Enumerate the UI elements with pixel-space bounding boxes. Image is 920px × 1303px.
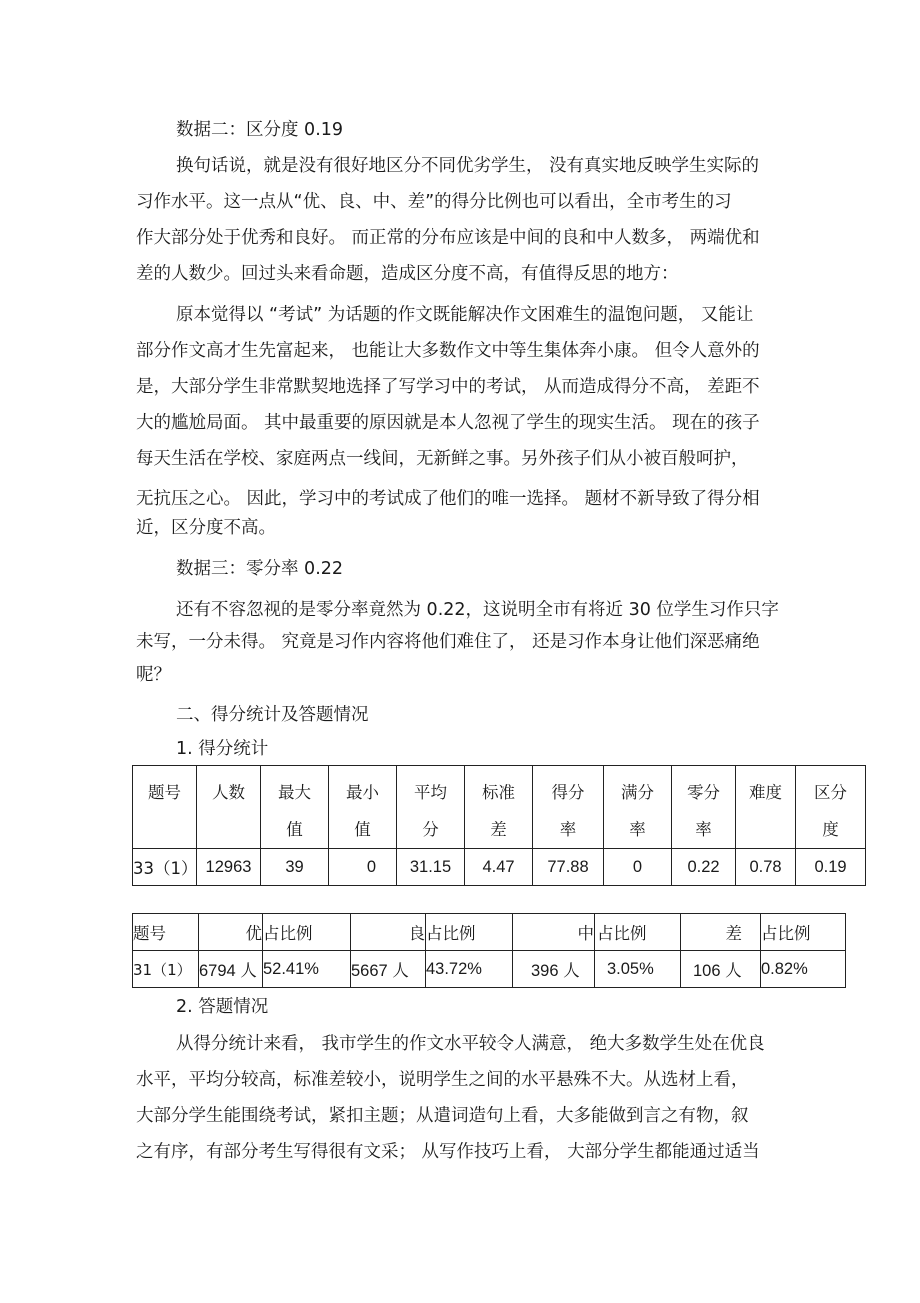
- header-cell: 标准 差: [465, 766, 533, 849]
- header-cell: 人数: [197, 766, 261, 849]
- table-cell: 0: [329, 849, 397, 886]
- header-cell: 占比例: [263, 914, 351, 951]
- header-cell: 优: [199, 914, 263, 951]
- para2-line: 大的尴尬局面。 其中最重要的原因就是本人忽视了学生的现实生活。 现在的孩子: [136, 413, 760, 433]
- score-stats-table: [132, 765, 866, 886]
- para4-line: 大部分学生能围绕考试，紧扣主题；从遣词造句上看，大多能做到言之有物，叙: [136, 1106, 749, 1126]
- para4-line: 之有序，有部分考生写得很有文采； 从写作技巧上看， 大部分学生都能通过适当: [136, 1142, 760, 1162]
- table-row: [133, 951, 846, 988]
- header-cell: 满分 率: [604, 766, 672, 849]
- para4-line: 从得分统计来看， 我市学生的作文水平较令人满意， 绝大多数学生处在优良: [176, 1034, 765, 1054]
- header-cell: 平均 分: [397, 766, 465, 849]
- table-cell: 4.47: [465, 849, 533, 886]
- header-cell: 良: [351, 914, 426, 951]
- header-cell: 差: [681, 914, 761, 951]
- table-cell: 396 人: [513, 951, 595, 988]
- header-cell: 占比例: [761, 914, 846, 951]
- table-cell: 31.15: [397, 849, 465, 886]
- score-stats-heading: 1. 得分统计: [176, 739, 269, 759]
- table-cell: 12963: [197, 849, 261, 886]
- header-cell: 最大 值: [261, 766, 329, 849]
- table-cell: 77.88: [533, 849, 604, 886]
- answers-heading: 2. 答题情况: [176, 997, 269, 1017]
- para3-line: 未写，一分未得。 究竟是习作内容将他们难住了， 还是习作本身让他们深恶痛绝: [136, 632, 760, 652]
- table-cell: 0.82%: [761, 951, 846, 988]
- para2-line: 原本觉得以 “考试” 为话题的作文既能解决作文困难生的温饱问题， 又能让: [176, 305, 754, 325]
- para1-line: 作大部分处于优秀和良好。 而正常的分布应该是中间的良和中人数多， 两端优和: [136, 228, 760, 248]
- table-row: [133, 849, 866, 886]
- para2-line: 无抗压之心。 因此，学习中的考试成了他们的唯一选择。 题材不新导致了得分相: [136, 489, 760, 509]
- header-cell: 难度: [736, 766, 796, 849]
- para2-line: 部分作文高才生先富起来， 也能让大多数作文中等生集体奔小康。 但令人意外的: [136, 341, 760, 361]
- para3-line: 呢？: [136, 665, 171, 685]
- header-cell: 占比例: [426, 914, 513, 951]
- table-cell: 0.19: [796, 849, 866, 886]
- table-cell: 33（1）: [133, 849, 197, 886]
- table-cell: 3.05%: [595, 951, 681, 988]
- header-cell: 得分 率: [533, 766, 604, 849]
- header-cell: 题号: [133, 766, 197, 849]
- header-cell: 占比例: [595, 914, 681, 951]
- table-cell: 52.41%: [263, 951, 351, 988]
- grade-table-header-row: [133, 914, 846, 951]
- table-cell: 43.72%: [426, 951, 513, 988]
- header-cell: 最小 值: [329, 766, 397, 849]
- table-cell: 106 人: [681, 951, 761, 988]
- header-cell: 中: [513, 914, 595, 951]
- table-cell: 31（1）: [133, 951, 199, 988]
- table-cell: 0: [604, 849, 672, 886]
- para1-line: 换句话说，就是没有很好地区分不同优劣学生， 没有真实地反映学生实际的: [176, 156, 760, 176]
- grade-distribution-table: [132, 913, 846, 988]
- para2-line: 近，区分度不高。: [136, 518, 276, 538]
- para1-line: 差的人数少。回过头来看命题，造成区分度不高，有值得反思的地方：: [136, 264, 679, 284]
- para2-line: 是，大部分学生非常默契地选择了写学习中的考试， 从而造成得分不高， 差距不: [136, 377, 760, 397]
- table-cell: 0.22: [672, 849, 736, 886]
- para3-line: 还有不容忽视的是零分率竟然为 0.22，这说明全市有将近 30 位学生习作只字: [176, 600, 779, 620]
- section2-heading: 二、得分统计及答题情况: [176, 705, 369, 725]
- table-cell: 5667 人: [351, 951, 426, 988]
- table-cell: 6794 人: [199, 951, 263, 988]
- para2-line: 每天生活在学校、家庭两点一线间，无新鲜之事。另外孩子们从小被百般呵护，: [136, 449, 749, 469]
- header-cell: 区分 度: [796, 766, 866, 849]
- data3-heading: 数据三：零分率 0.22: [176, 559, 344, 579]
- data2-heading: 数据二：区分度 0.19: [176, 120, 344, 140]
- table-cell: 0.78: [736, 849, 796, 886]
- para1-line: 习作水平。这一点从“优、良、中、差”的得分比例也可以看出，全市考生的习: [136, 192, 732, 212]
- table-cell: 39: [261, 849, 329, 886]
- para4-line: 水平，平均分较高，标准差较小，说明学生之间的水平悬殊不大。从选材上看，: [136, 1070, 749, 1090]
- header-cell: 零分 率: [672, 766, 736, 849]
- header-cell: 题号: [133, 914, 199, 951]
- score-table-header-row: [133, 766, 866, 849]
